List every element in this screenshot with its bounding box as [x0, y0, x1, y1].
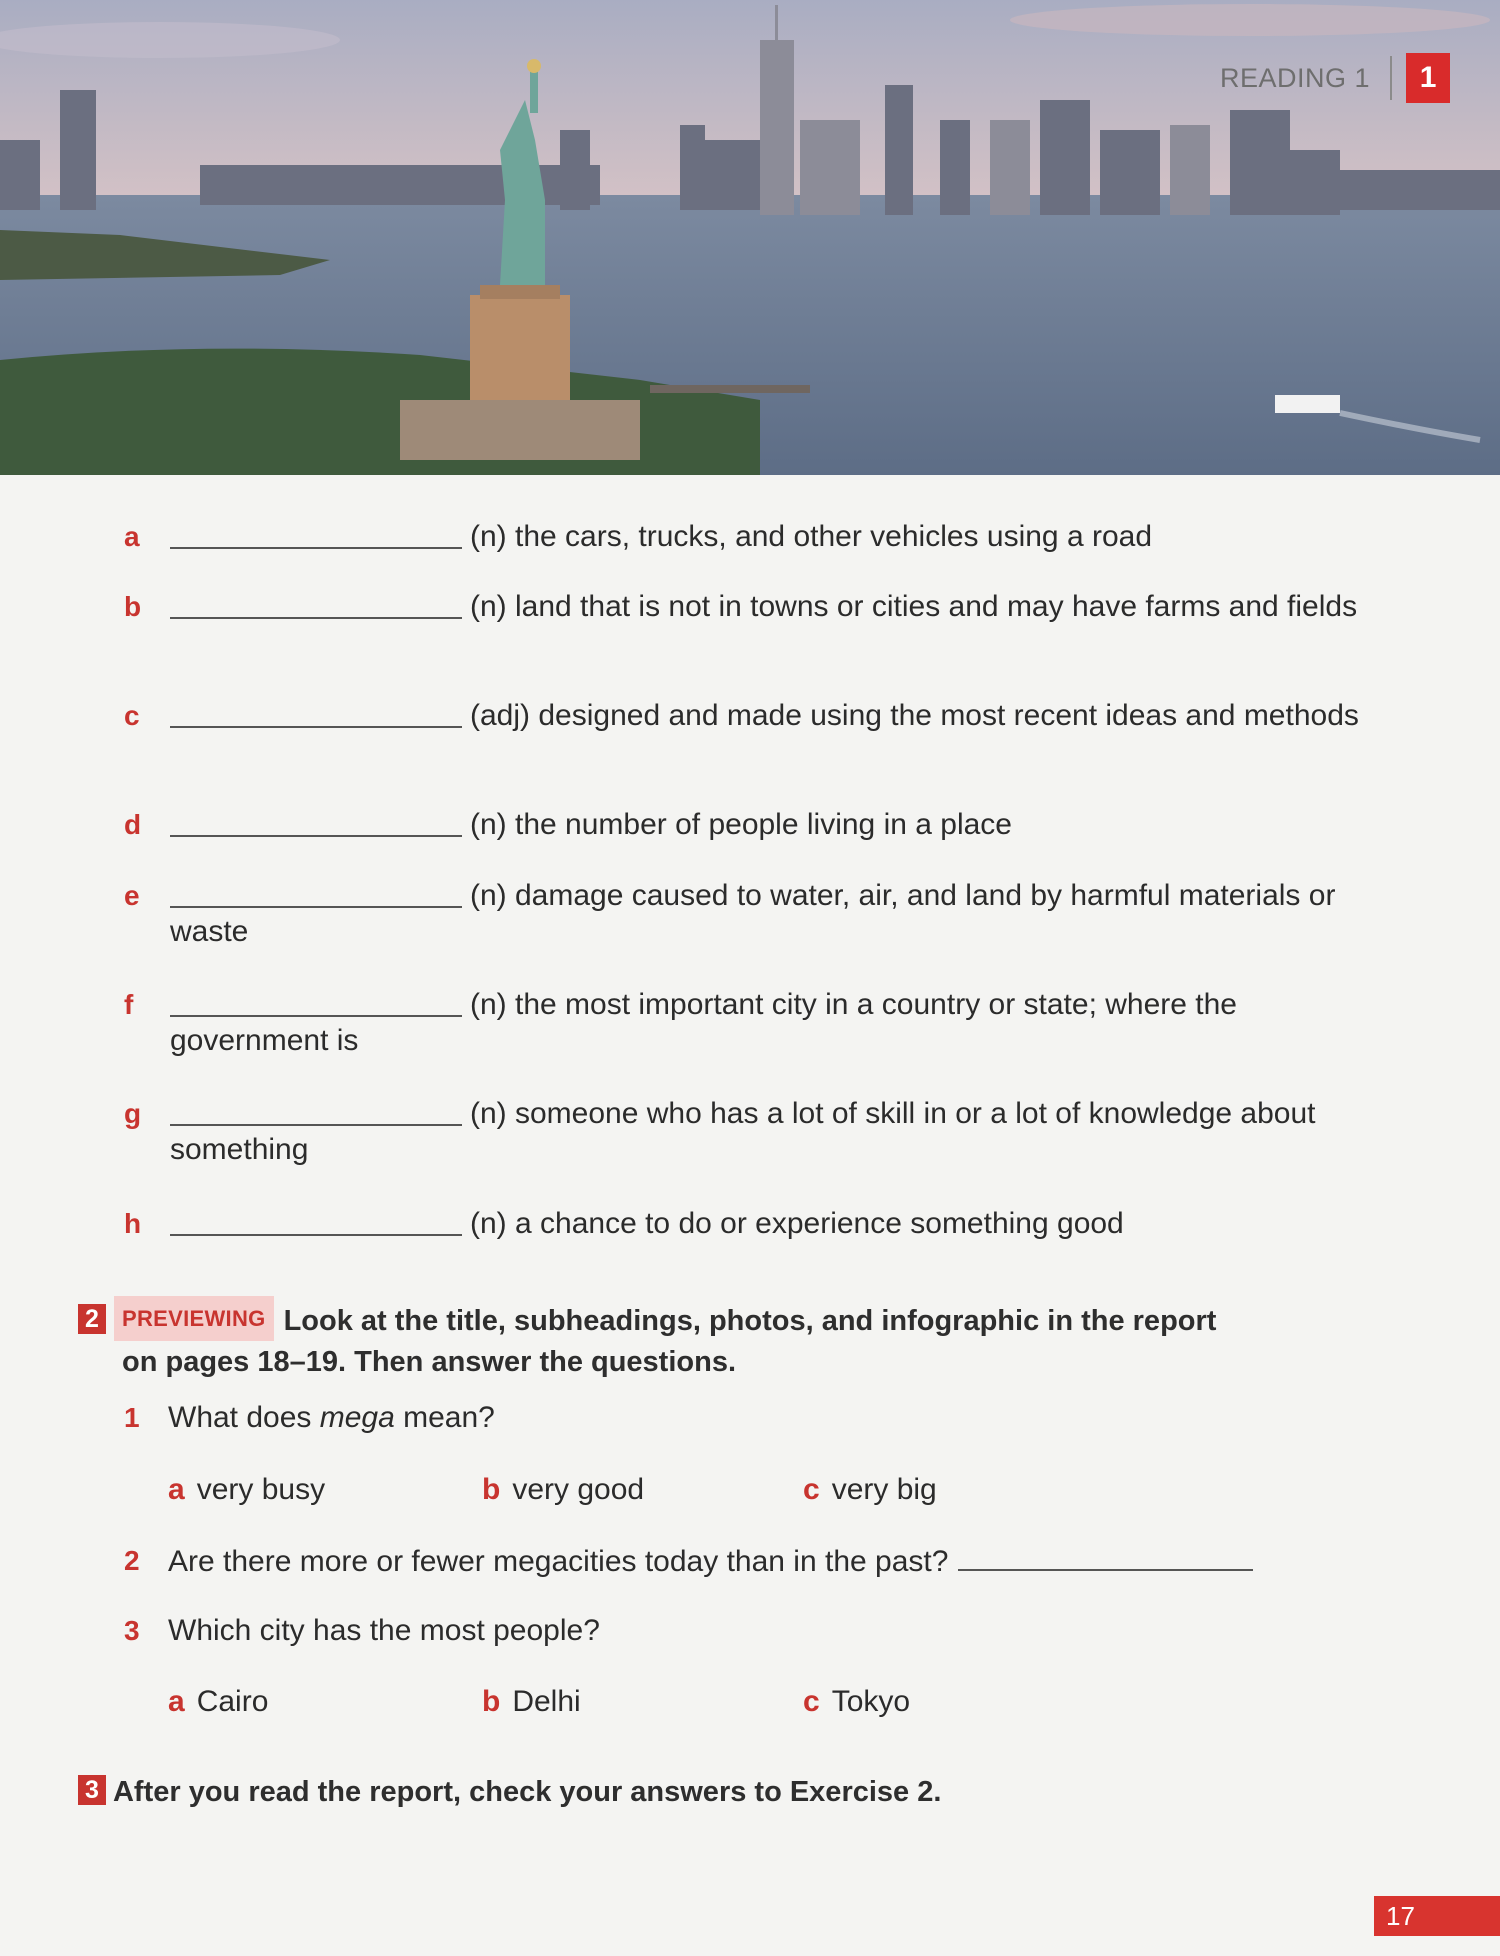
question-text: Are there more or fewer megacities today than in the past? — [168, 1545, 949, 1578]
answer-blank[interactable] — [958, 1543, 1253, 1571]
vocab-definition: (n) land that is not in towns or cities and may have farms and fields — [470, 590, 1358, 623]
vocab-letter: b — [124, 591, 142, 622]
vocab-definition: (n) the number of people living in a place — [470, 808, 1012, 841]
vocab-letter: h — [124, 1208, 142, 1239]
vocab-letter: a — [124, 521, 140, 552]
section-label: READING 1 — [1220, 56, 1392, 100]
instruction-text: After you read the report, check your answers to Exercise 2. — [112, 1776, 942, 1808]
exercise-2-instructions — [78, 1296, 1378, 1383]
question-text: What does mega mean? — [168, 1401, 495, 1434]
q1-option-c[interactable]: c very big — [803, 1473, 937, 1506]
vocab-definition: (adj) designed and made using the most recent ideas and methods — [470, 699, 1359, 732]
vocab-definition: (n) the cars, trucks, and other vehicles using a road — [470, 520, 1153, 553]
q1-option-a[interactable]: a very busy — [168, 1473, 326, 1506]
vocab-definition: (n) the most important city in a country or state; where the government is — [170, 988, 1237, 1057]
exercise-3-instructions — [78, 1772, 1378, 1813]
skill-label: PREVIEWING — [114, 1296, 274, 1341]
vocab-letter: e — [124, 880, 140, 911]
question-number: 3 — [124, 1615, 140, 1646]
vocab-definition: (n) someone who has a lot of skill in or a lot of knowledge about something — [170, 1097, 1316, 1166]
question-text: Which city has the most people? — [168, 1614, 600, 1647]
vocab-letter: g — [124, 1098, 142, 1129]
exercise-number-badge: 2 — [78, 1304, 106, 1334]
vocab-letter: d — [124, 809, 142, 840]
vocab-definition: (n) a chance to do or experience something good — [470, 1207, 1124, 1240]
unit-tab — [1220, 52, 1450, 104]
q1-option-b[interactable]: b very good — [482, 1473, 645, 1506]
question-number: 2 — [124, 1545, 140, 1576]
unit-number-badge: 1 — [1406, 53, 1450, 103]
instruction-text: Look at the title, subheadings, photos, and infographic in the report — [283, 1305, 1217, 1337]
page-number: 17 — [1374, 1896, 1500, 1936]
vocab-letter: c — [124, 700, 140, 731]
exercise-number-badge: 3 — [78, 1775, 106, 1805]
q3-option-a[interactable]: a Cairo — [168, 1685, 269, 1718]
q3-option-c[interactable]: c Tokyo — [803, 1685, 911, 1718]
q3-option-b[interactable]: b Delhi — [482, 1685, 581, 1718]
vocab-letter: f — [124, 989, 134, 1020]
question-number: 1 — [124, 1402, 140, 1433]
hero-photo — [0, 0, 1500, 475]
instruction-text-line2: on pages 18–19. Then answer the questions. — [122, 1346, 737, 1378]
vocab-definition: (n) damage caused to water, air, and land by harmful materials or waste — [170, 879, 1336, 948]
